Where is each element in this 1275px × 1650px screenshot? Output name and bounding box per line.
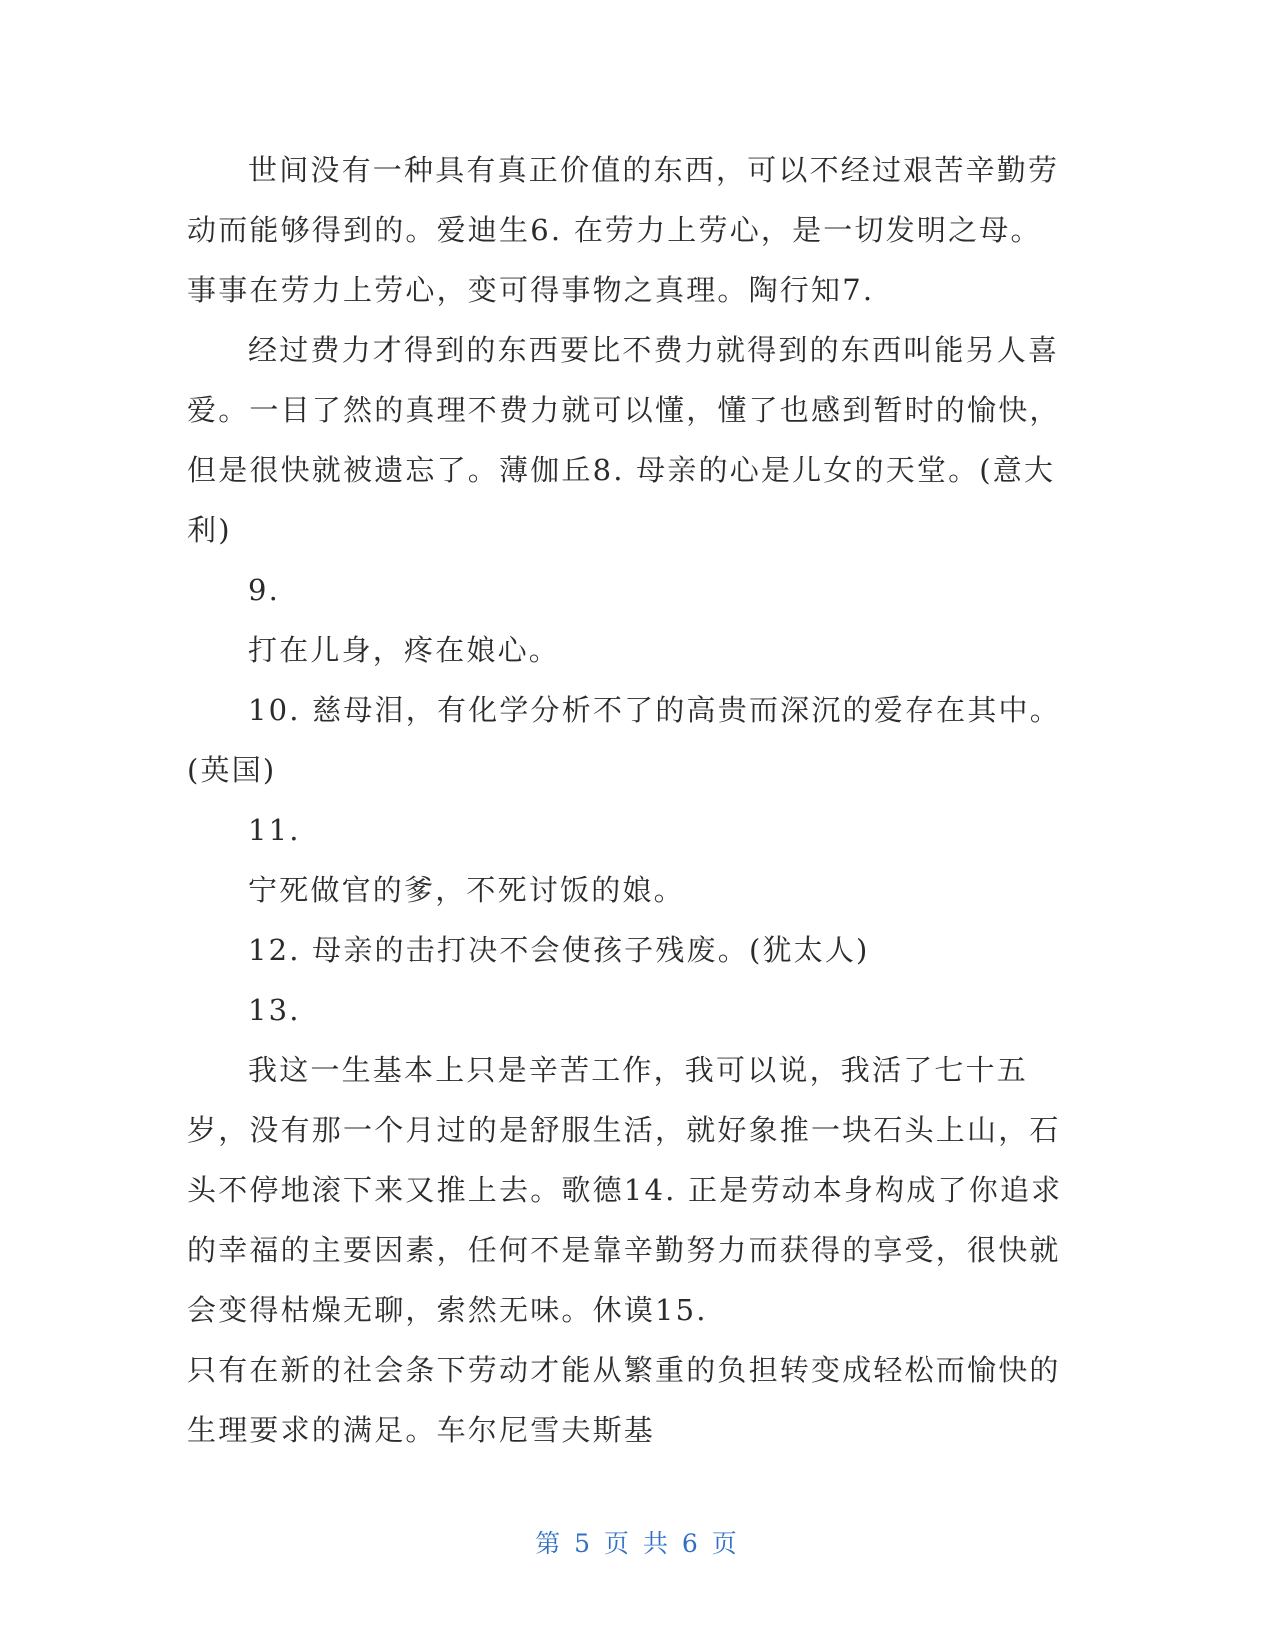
paragraph-2: 经过费力才得到的东西要比不费力就得到的东西叫能另人喜爱。一目了然的真理不费力就可以懂，懂了也感到暂时的愉快，但是很快就被遗忘了。薄伽丘8. 母亲的心是儿女的天堂。(意大利) bbox=[187, 333, 1061, 547]
paragraph-11: 只有在新的社会条下劳动才能从繁重的负担转变成轻松而愉快的生理要求的满足。车尔尼雪夫斯基 bbox=[187, 1353, 1061, 1447]
paragraph-9: 13. bbox=[248, 993, 301, 1027]
paragraph-4: 打在儿身，疼在娘心。 bbox=[248, 633, 561, 667]
paragraph-1: 世间没有一种具有真正价值的东西，可以不经过艰苦辛勤劳动而能够得到的。爱迪生6. 在劳力上劳心，是一切发明之母。事事在劳力上劳心，变可得事物之真理。陶行知7. bbox=[187, 153, 1060, 307]
paragraph-5: 10. 慈母泪，有化学分析不了的高贵而深沉的爱存在其中。(英国) bbox=[187, 693, 1061, 787]
paragraph-6: 11. bbox=[248, 813, 301, 847]
page-footer bbox=[0, 1524, 1275, 1560]
page-number-label: 第 5 页 共 6 页 bbox=[535, 1529, 740, 1558]
paragraph-8: 12. 母亲的击打决不会使孩子残废。(犹太人) bbox=[248, 933, 870, 967]
document-body bbox=[187, 140, 1067, 1460]
paragraph-3: 9. bbox=[248, 573, 281, 607]
paragraph-7: 宁死做官的爹，不死讨饭的娘。 bbox=[248, 873, 685, 907]
paragraph-10: 我这一生基本上只是辛苦工作，我可以说，我活了七十五岁，没有那一个月过的是舒服生活，就好象推一块石头上山，石头不停地滚下来又推上去。歌德14. 正是劳动本身构成了你追求的幸福的主要因素，任何不是靠辛勤努力而获得的享受，很快就会变得枯燥无聊，索然无味。休谟15. bbox=[187, 1053, 1063, 1327]
